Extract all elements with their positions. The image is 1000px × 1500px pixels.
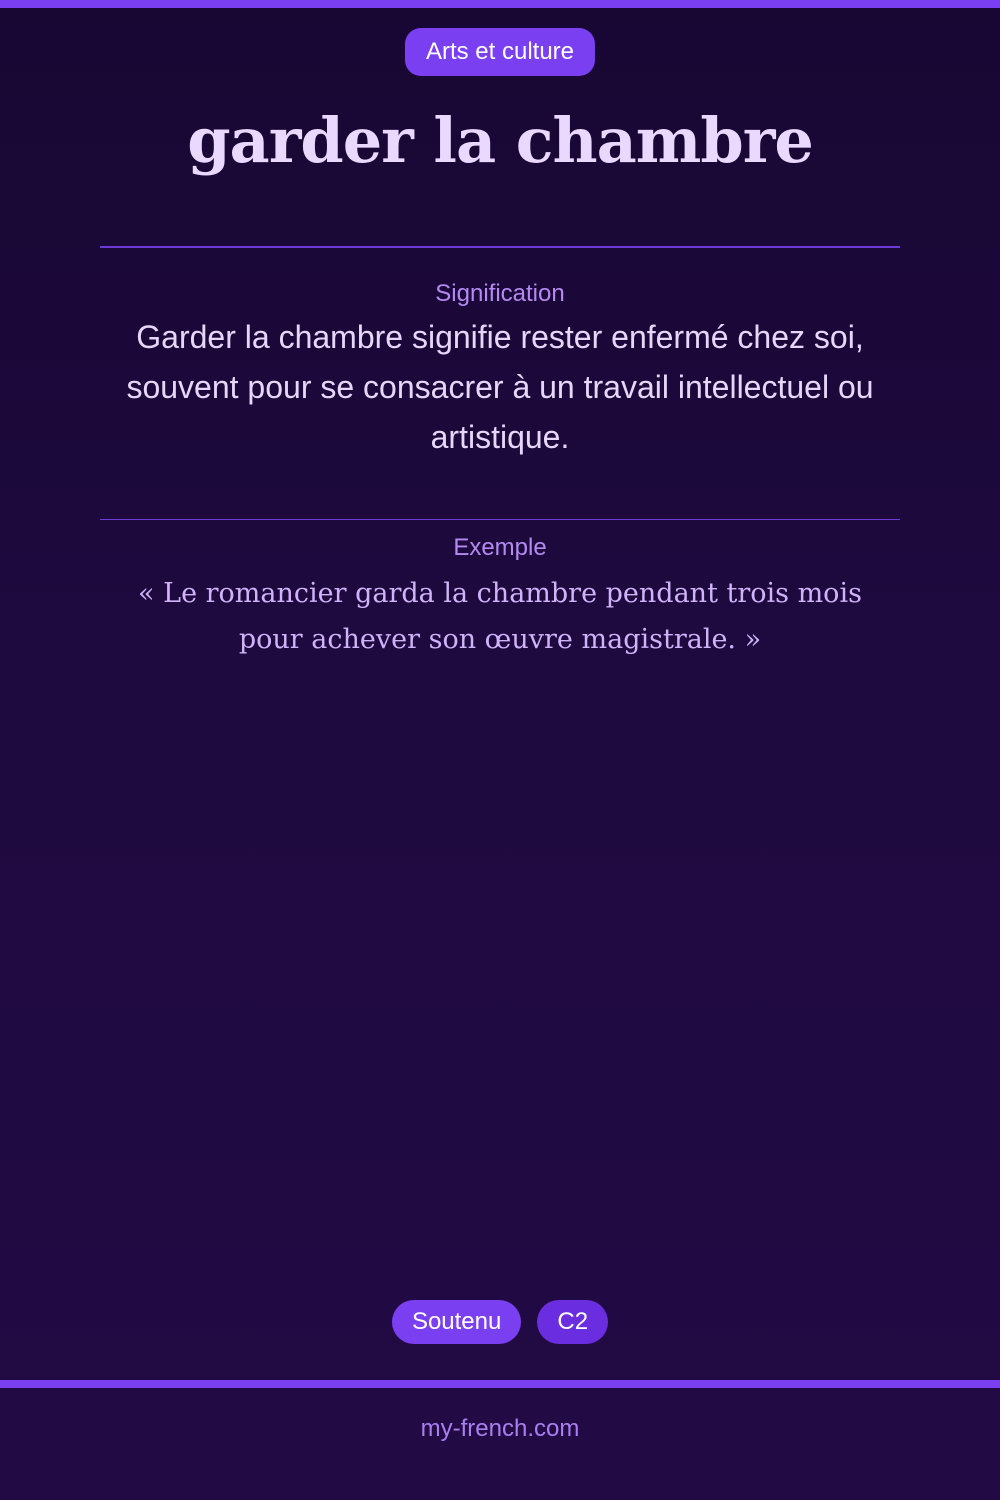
level-tag: C2 xyxy=(537,1300,608,1344)
tag-list xyxy=(0,1300,1000,1344)
meaning-label: Signification xyxy=(435,280,565,307)
top-accent-bar xyxy=(0,0,1000,8)
register-tag: Soutenu xyxy=(392,1300,521,1344)
footer-site-link[interactable]: my-french.com xyxy=(420,1415,580,1442)
category-badge: Arts et culture xyxy=(405,28,595,76)
example-label: Exemple xyxy=(453,534,547,561)
bottom-accent-bar xyxy=(0,1380,1000,1388)
example-text: « Le romancier garda la chambre pendant trois mois pour achever son œuvre magistrale. » xyxy=(138,578,862,655)
divider xyxy=(100,246,900,248)
expression-title: garder la chambre xyxy=(187,104,813,177)
meaning-text: Garder la chambre signifie rester enfermé chez soi, souvent pour se consacrer à un travail intellectuel ou artistique. xyxy=(126,319,874,455)
divider xyxy=(100,519,900,520)
